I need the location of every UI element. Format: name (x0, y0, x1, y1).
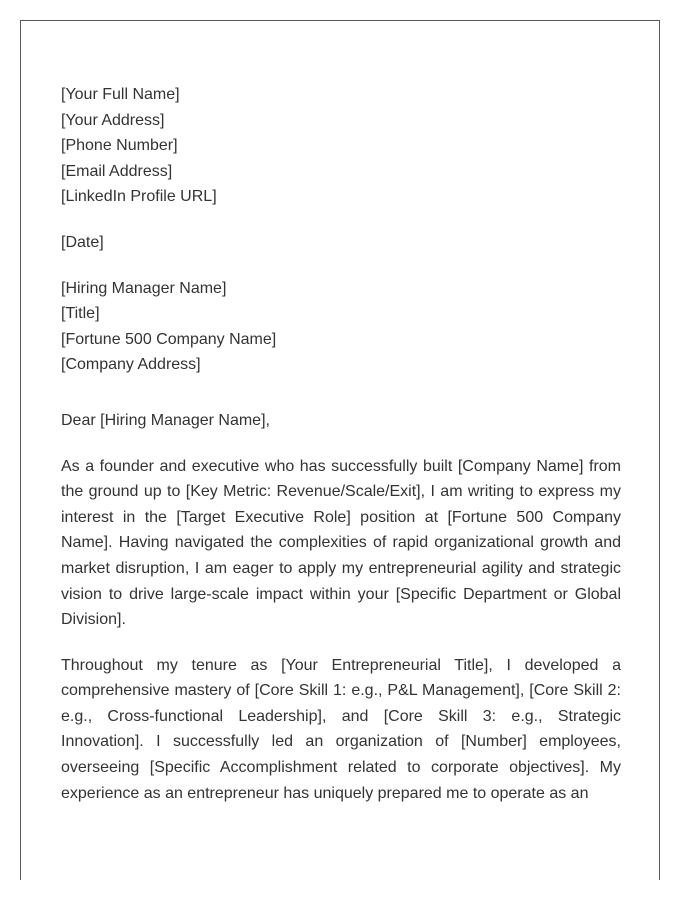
recipient-block (61, 276, 621, 378)
sender-phone: [Phone Number] (61, 137, 178, 155)
recipient-title: [Title] (61, 305, 100, 323)
sender-block (61, 82, 621, 210)
recipient-address: [Company Address] (61, 356, 201, 374)
recipient-name: [Hiring Manager Name] (61, 279, 227, 297)
body-paragraph-1: As a founder and executive who has successfully built [Company Name] from the ground up to [Key Metric: Revenue/Scale/Exit], I am writing to express my interest in the [Target Executive Role] position at [Fortune 500 Company Name]. Having navigated the complexities of rapid organizational growth and market disruption, I am eager to apply my entrepreneurial agility and strategic vision to drive large-scale impact within your [Specific Department or Global Division]. (61, 457, 621, 629)
date-block (61, 230, 621, 256)
spacer (61, 434, 621, 454)
spacer (61, 633, 621, 653)
sender-name: [Your Full Name] (61, 86, 180, 103)
recipient-company: [Fortune 500 Company Name] (61, 330, 277, 348)
sender-address: [Your Address] (61, 111, 165, 129)
spacer (61, 378, 621, 408)
spacer (61, 210, 621, 230)
body-paragraph-2: Throughout my tenure as [Your Entrepreneurial Title], I developed a comprehensive mastery of [Core Skill 1: e.g., P&L Management], [Core Skill 2: e.g., Cross-functional Leadership], and [Core Skill 3: e.g., Strategic Innovation]. I successfully led an organization of [Number] employees, overseeing [Specific Accomplishment related to corporate objectives]. My experience as an entrepreneur has uniquely prepared me to operate as an (61, 656, 621, 802)
spacer (61, 256, 621, 276)
letter-body (61, 82, 621, 806)
letter-date: [Date] (61, 233, 104, 251)
sender-linkedin: [LinkedIn Profile URL] (61, 188, 217, 206)
salutation: Dear [Hiring Manager Name], (61, 411, 270, 429)
sender-email: [Email Address] (61, 162, 173, 180)
letter-page (20, 20, 660, 880)
